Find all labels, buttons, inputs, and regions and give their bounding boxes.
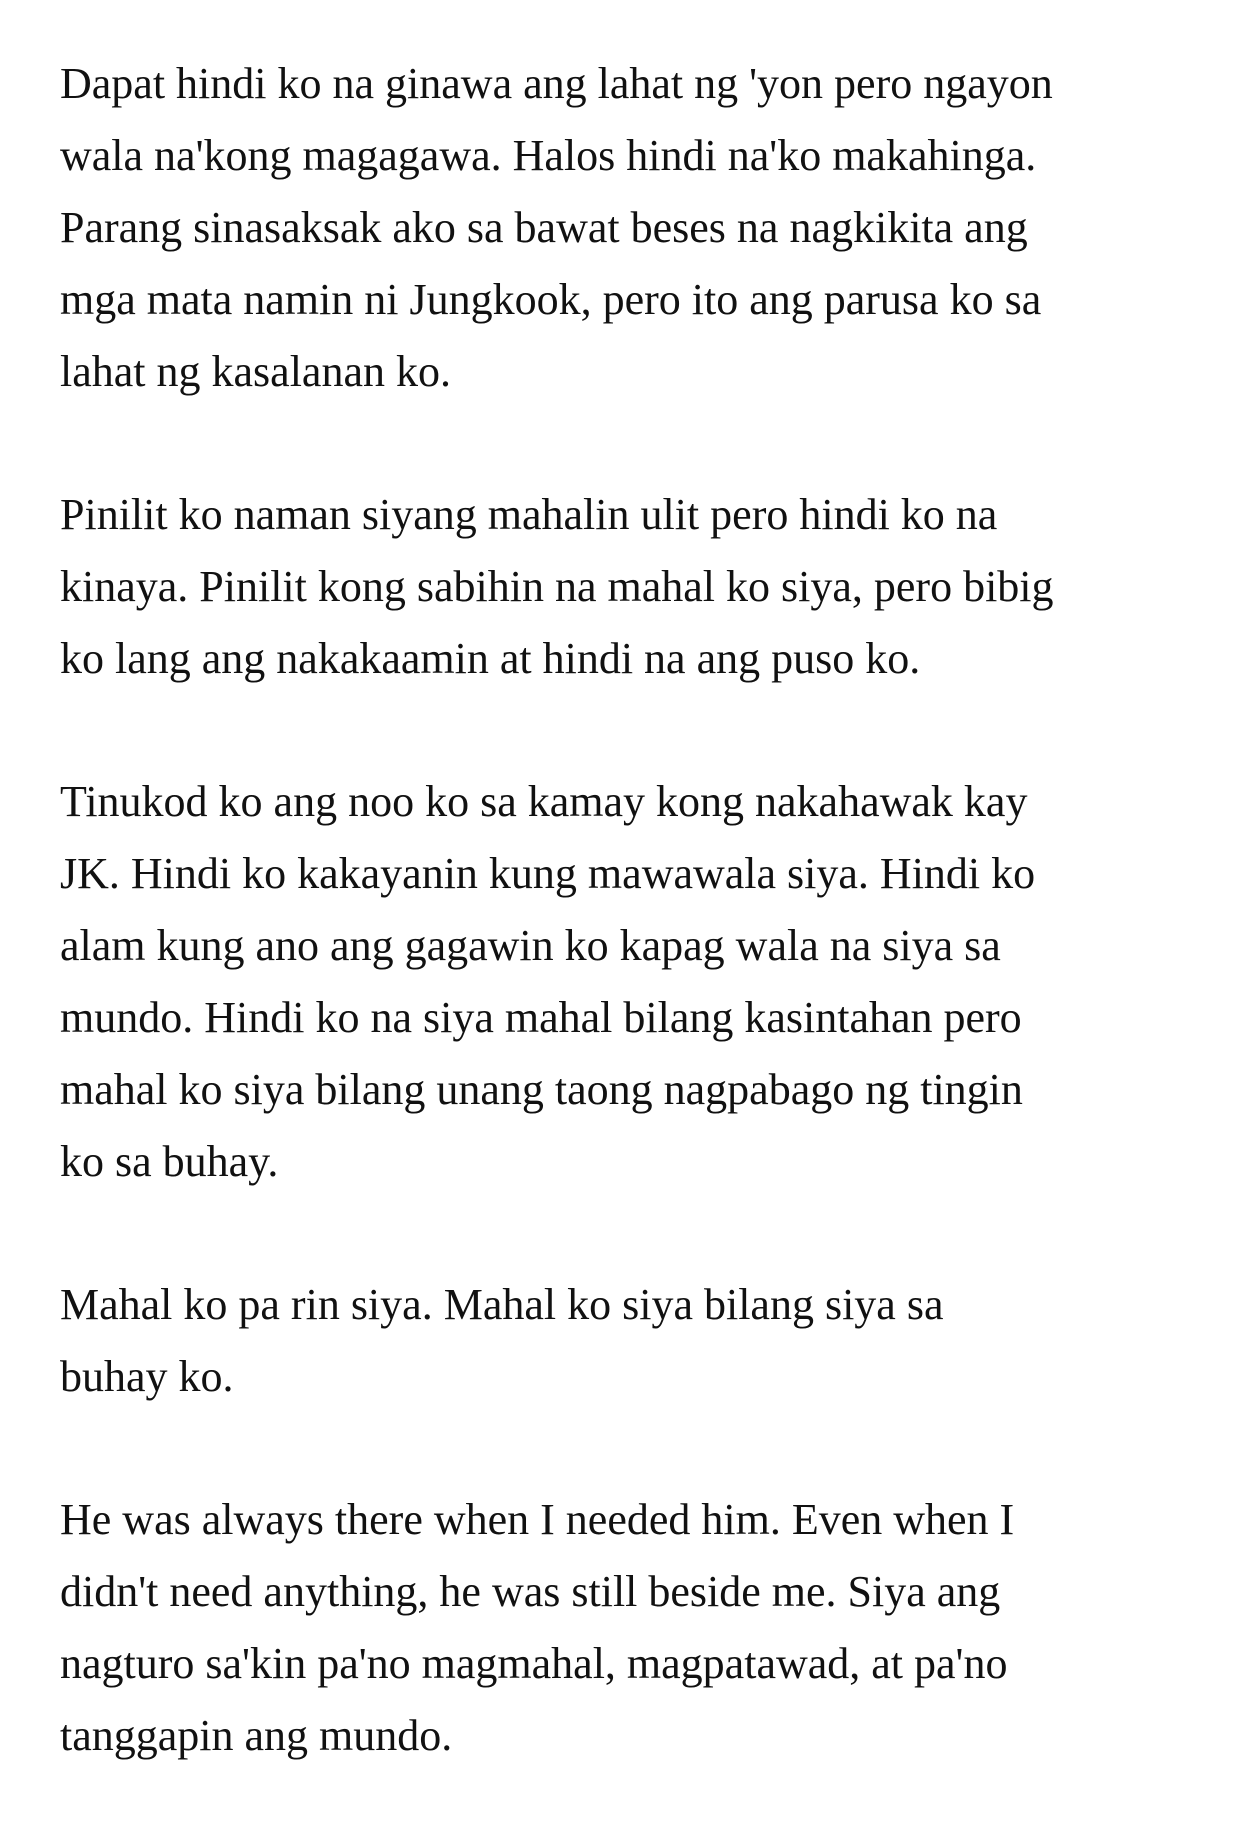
text-line: Pinilit ko naman siyang mahalin ulit pero hindi ko na <box>60 490 998 539</box>
text-line: Tinukod ko ang noo ko sa kamay kong nakahawak kay <box>60 777 1028 826</box>
text-line: He was always there when I needed him. Even when I <box>60 1495 1015 1544</box>
text-line: Dapat hindi ko na ginawa ang lahat ng 'yon pero ngayon <box>60 59 1053 108</box>
text-line: Mahal ko pa rin siya. Mahal ko siya bilang siya sa <box>60 1280 944 1329</box>
text-line: kinaya. Pinilit kong sabihin na mahal ko siya, pero bibig <box>60 562 1054 611</box>
text-line: wala na'kong magagawa. Halos hindi na'ko makahinga. <box>60 131 1037 180</box>
text-line: alam kung ano ang gagawin ko kapag wala na siya sa <box>60 921 1001 970</box>
text-line: Parang sinasaksak ako sa bawat beses na nagkikita ang <box>60 203 1028 252</box>
text-line: buhay ko. <box>60 1352 234 1401</box>
paragraph <box>60 1269 1190 1413</box>
text-line: ko lang ang nakakaamin at hindi na ang puso ko. <box>60 634 921 683</box>
paragraph <box>60 1484 1190 1772</box>
paragraph <box>60 766 1190 1198</box>
paragraph <box>60 48 1190 408</box>
text-line: mga mata namin ni Jungkook, pero ito ang parusa ko sa <box>60 275 1042 324</box>
text-line: mahal ko siya bilang unang taong nagpabago ng tingin <box>60 1065 1023 1114</box>
text-line: JK. Hindi ko kakayanin kung mawawala siya. Hindi ko <box>60 849 1036 898</box>
text-line: lahat ng kasalanan ko. <box>60 347 451 396</box>
text-line: ko sa buhay. <box>60 1137 279 1186</box>
text-line: mundo. Hindi ko na siya mahal bilang kasintahan pero <box>60 993 1022 1042</box>
text-line: tanggapin ang mundo. <box>60 1711 453 1760</box>
text-line: nagturo sa'kin pa'no magmahal, magpatawad, at pa'no <box>60 1639 1008 1688</box>
text-line: didn't need anything, he was still beside me. Siya ang <box>60 1567 1001 1616</box>
paragraph <box>60 479 1190 695</box>
story-text <box>60 48 1190 1843</box>
